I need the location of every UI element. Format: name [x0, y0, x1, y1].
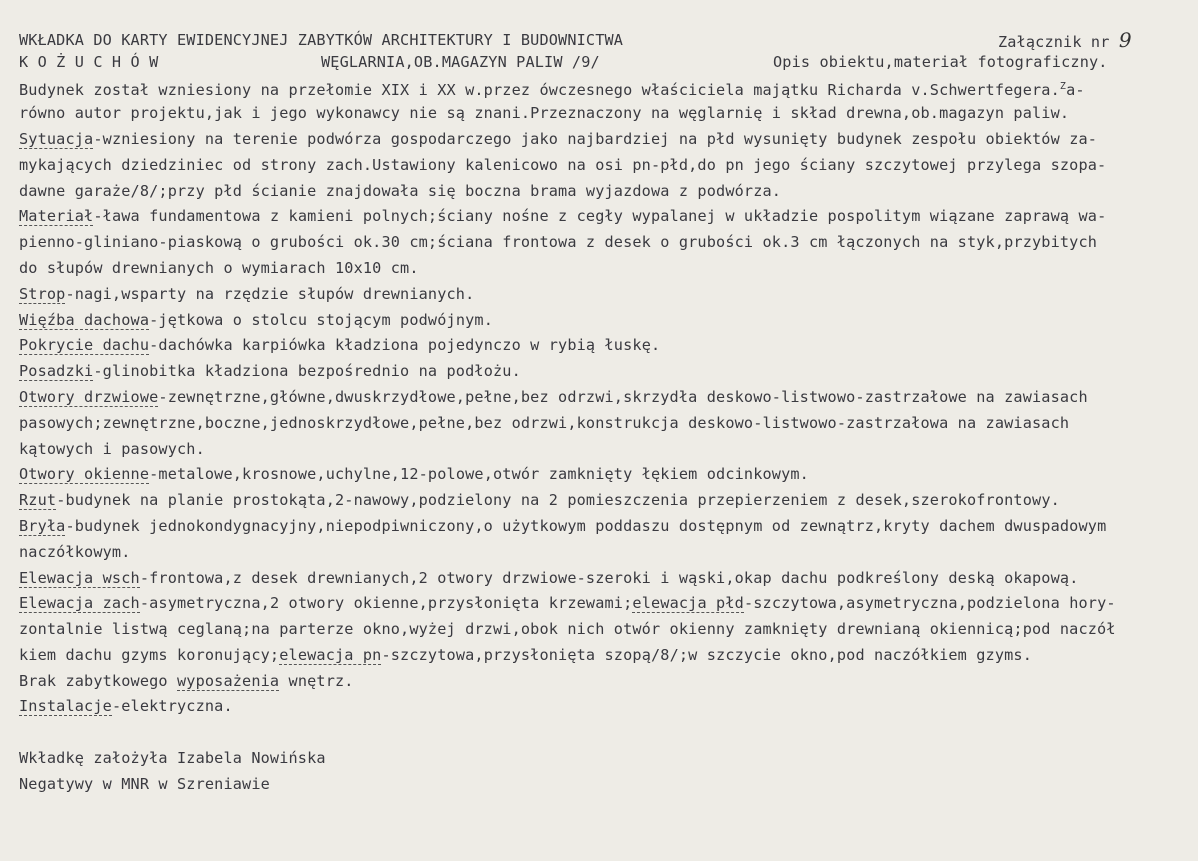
- text-line: pienno-gliniano-piaskową o grubości ok.30 cm;ściana frontowa z desek o grubości ok.3 cm łączonych na styk,przybitych: [19, 233, 1098, 251]
- text-line: Bryła-budynek jednokondygnacyjny,niepodpiwniczony,o użytkowym poddaszu dostępnym od zewnątrz,kryty dachem dwuspadowym: [19, 517, 1107, 535]
- text-line: dawne garaże/8/;przy płd ścianie znajdowała się boczna brama wyjazdowa z podwórza.: [19, 182, 782, 200]
- text-line: mykających dziedziniec od strony zach.Ustawiony kalenicowo na osi pn-płd,do pn jego ściany szczytowej przylega szopa-: [19, 156, 1107, 174]
- text-line: Materiał-ława fundamentowa z kamieni polnych;ściany nośne z cegły wypalanej w układzie pospolitym wiązane zaprawą wa-: [19, 207, 1107, 225]
- text-line: Posadzki-glinobitka kładziona bezpośrednio na podłożu.: [19, 362, 521, 380]
- text-line: Instalacje-elektryczna.: [19, 697, 233, 715]
- text-line: naczółkowym.: [19, 543, 131, 561]
- text-line: Brak zabytkowego wyposażenia wnętrz.: [19, 672, 354, 690]
- text-line: Budynek został wzniesiony na przełomie XIX i XX w.przez ówczesnego właściciela majątku Richarda v.Schwertfegera.$^Z$a-: [19, 81, 1085, 100]
- text-line: Elewacja wsch-frontowa,z desek drewnianych,2 otwory drzwiowe-szeroki i wąski,okap dachu podkreślony deską okapową.: [19, 569, 1079, 587]
- section-label: Opis obiektu,materiał fotograficzny.: [773, 53, 1108, 71]
- document-title: WKŁADKA DO KARTY EWIDENCYJNEJ ZABYTKÓW ARCHITEKTURY I BUDOWNICTWA: [19, 31, 624, 49]
- text-line: Pokrycie dachu-dachówka karpiówka kładziona pojedynczo w rybią łuskę.: [19, 336, 661, 354]
- text-line: Elewacja zach-asymetryczna,2 otwory okienne,przysłonięta krzewami;elewacja płd-szczytowa,asymetryczna,podzielona hory-: [19, 594, 1116, 612]
- negatives-note: Negatywy w MNR w Szreniawie: [19, 775, 270, 793]
- text-line: Rzut-budynek na planie prostokąta,2-nawowy,podzielony na 2 pomieszczenia przepierzeniem z desek,szerokofrontowy.: [19, 491, 1060, 509]
- text-line: Otwory drzwiowe-zewnętrzne,główne,dwuskrzydłowe,pełne,bez odrzwi,skrzydła deskowo-listwowo-zastrzałowe na zawiasach: [19, 388, 1088, 406]
- text-line: do słupów drewnianych o wymiarach 10x10 cm.: [19, 259, 419, 277]
- town-name: K O Ż U C H Ó W: [19, 53, 159, 71]
- text-line: Strop-nagi,wsparty na rzędzie słupów drewnianych.: [19, 285, 475, 303]
- text-line: kątowych i pasowych.: [19, 440, 205, 458]
- text-line: równo autor projektu,jak i jego wykonawcy nie są znani.Przeznaczony na węglarnię i skład drewna,ob.magazyn paliw.: [19, 104, 1070, 122]
- text-line: Więźba dachowa-jętkowa o stolcu stojącym podwójnym.: [19, 311, 493, 329]
- text-line: Otwory okienne-metalowe,krosnowe,uchylne,12-polowe,otwór zamknięty łękiem odcinkowym.: [19, 465, 809, 483]
- text-line: Sytuacja-wzniesiony na terenie podwórza gospodarczego jako najbardziej na płd wysunięty budynek zespołu obiektów za-: [19, 130, 1098, 148]
- text-line: kiem dachu gzyms koronujący;elewacja pn-szczytowa,przysłonięta szopą/8/;w szczycie okno,pod naczółkiem gzyms.: [19, 646, 1033, 664]
- text-line: zontalnie listwą ceglaną;na parterze okno,wyżej drzwi,obok nich otwór okienny zamknięty drewnianą okiennicą;pod naczół: [19, 620, 1116, 638]
- attachment-number: Załącznik nr 9: [998, 28, 1132, 52]
- author-note: Wkładkę założyła Izabela Nowińska: [19, 749, 326, 767]
- object-name: WĘGLARNIA,OB.MAGAZYN PALIW /9/: [321, 53, 600, 71]
- text-line: pasowych;zewnętrzne,boczne,jednoskrzydłowe,pełne,bez odrzwi,konstrukcja deskowo-listwowo-zastrzałowa na zawiasach: [19, 414, 1070, 432]
